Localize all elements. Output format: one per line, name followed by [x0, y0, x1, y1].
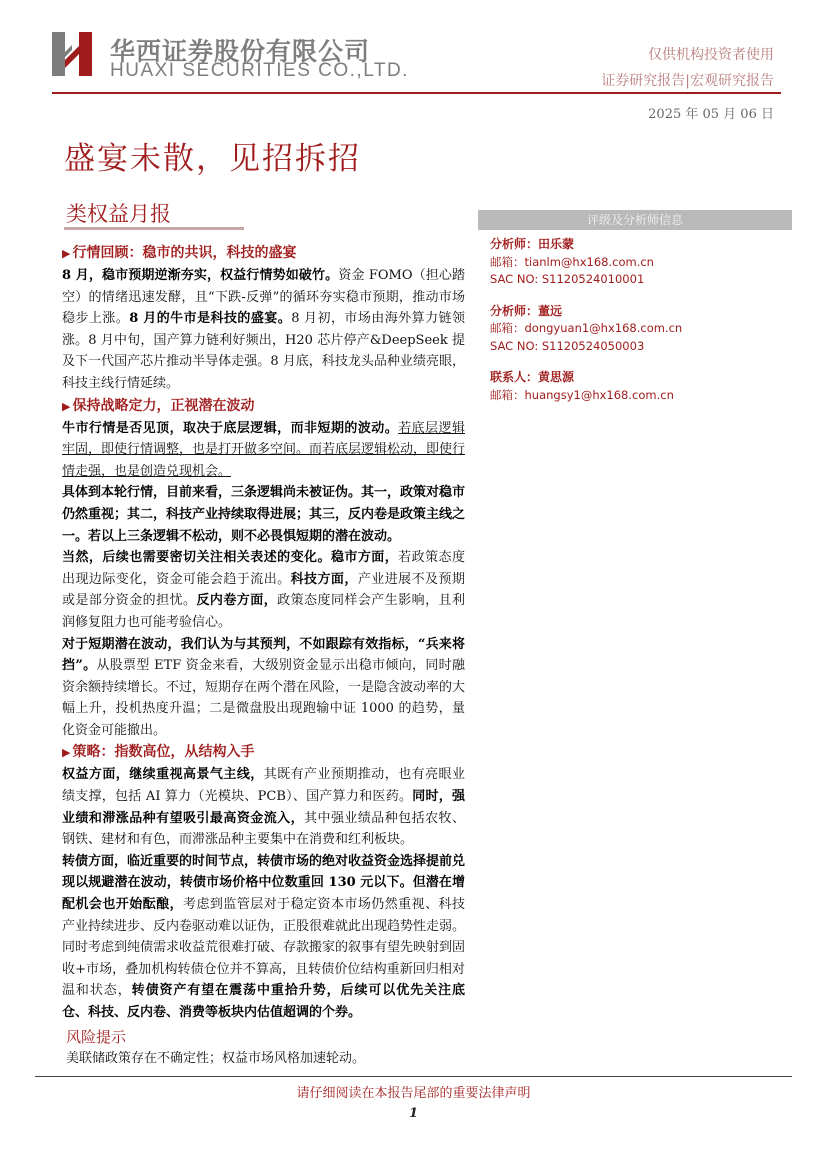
text-run: 权益方面，继续重视高景气主线，: [62, 767, 264, 783]
text-run: 若政策态度出现边际变化，资金可能会趋于流出。: [62, 550, 465, 587]
text-run: 同时，强业绩和滞涨品种有望吸引最高资金流入，: [62, 789, 465, 826]
text-run: 产业进展不及预期或是部分资金的担忧。: [62, 571, 465, 609]
paragraph: [62, 764, 465, 850]
analyst-entry: [490, 369, 790, 404]
section-heading-text: 策略：指数高位，从结构入手: [72, 744, 255, 761]
report-category: 证券研究报告|宏观研究报告: [601, 73, 774, 89]
text-run: 反内卷方面，: [196, 593, 278, 609]
triangle-bullet-icon: ▶: [62, 247, 71, 260]
analyst-role: 联系人：: [490, 370, 539, 384]
text-run: 其既有产业预期推动，也有亮眼业绩支撑，包括 AI 算力（光模块、PCB）、国产算力和医药。: [62, 767, 465, 805]
analyst-sac-number: SAC NO: S1120524010001: [490, 272, 645, 286]
section-heading-text: 保持战略定力，正视潜在波动: [72, 397, 255, 414]
analyst-sac-number: SAC NO: S1120524050003: [490, 338, 645, 353]
paragraph: [62, 418, 465, 483]
analyst-name-line: [490, 369, 790, 387]
analyst-email: 邮箱：tianlm@hx168.com.cn: [490, 254, 654, 269]
risk-heading: 风险提示: [66, 1027, 127, 1046]
text-run: 对于短期潜在波动，我们认为与其预判，不如跟踪有效指标，“兵来将挡”。: [62, 636, 465, 674]
report-body: [62, 242, 465, 1070]
analyst-name: 黄思源: [538, 370, 575, 384]
paragraph: [62, 851, 465, 1024]
text-run: 政策态度同样会产生影响，且利润修复阻力也可能考验信心。: [62, 593, 465, 630]
company-name-en: HUAXI SECURITIES CO.,LTD.: [110, 60, 409, 81]
footer-divider: [35, 1076, 792, 1077]
risk-text: 美联储政策存在不确定性；权益市场风格加速轮动。: [66, 1050, 366, 1066]
analyst-role: 分析师：: [490, 237, 539, 251]
analyst-email: 邮箱：huangsy1@hx168.com.cn: [490, 387, 674, 402]
section-heading: [62, 242, 465, 265]
report-title: 盛宴未散，见招拆招: [64, 141, 361, 177]
text-run: 科技方面，: [290, 571, 358, 587]
analyst-name: 董远: [538, 303, 563, 318]
analyst-email: 邮箱：dongyuan1@hx168.com.cn: [490, 321, 683, 335]
triangle-bullet-icon: ▶: [62, 399, 71, 413]
huaxi-logo-icon: [52, 30, 96, 78]
page-number: 1: [408, 1106, 419, 1121]
text-run: 从股票型 ETF 资金来看，大级别资金显示出稳市倾向，同时融资余额持续增长。不过，短期存在两个潜在风险，一是隐含波动率的大幅上升，投机热度升温；二是微盘股出现跑输中证 1000 的趋势，量化资金可能撤出。: [62, 658, 466, 738]
company-name-cn: 华西证券股份有限公司: [110, 37, 371, 66]
analyst-name-line: [490, 303, 790, 321]
section-heading: [62, 395, 465, 418]
text-run: 8 月的牛市是科技的盛宴。: [129, 311, 292, 327]
paragraph: [62, 634, 465, 742]
text-run: 8 月初，市场由海外算力链领涨。8 月中旬，国产算力链利好频出，H20 芯片停产&DeepSeek 提及下一代国产芯片推动半导体走强。8 月底，科技龙头品种业绩亮眼，科技主线行情延续。: [62, 311, 465, 391]
header-divider: [52, 92, 781, 94]
text-run: 当然，后续也需要密切关注相关表述的变化。: [62, 550, 331, 566]
text-run: 稳市方面，: [330, 550, 399, 566]
report-date: 2025 年 05 月 06 日: [648, 107, 774, 122]
text-run: 牛市行情是否见顶，取决于底层逻辑，而非短期的波动。: [62, 420, 399, 436]
analyst-role: 分析师：: [490, 303, 539, 318]
analyst-box-title: 评级及分析师信息: [478, 210, 792, 230]
analyst-name: 田乐蒙: [538, 237, 575, 251]
section-heading: [62, 741, 465, 764]
analyst-list: [490, 236, 790, 418]
subtitle-underline: [64, 227, 244, 230]
analyst-name-line: [490, 236, 790, 254]
text-run: 资金 FOMO（担心踏空）的情绪迅速发酵，且“下跌-反弹”的循环夯实稳市预期，推动市场稳步上涨。: [62, 268, 466, 327]
text-run: 具体到本轮行情，目前来看，三条逻辑尚未被证伪。其一，政策对稳市仍然重视；其二，科技产业持续取得进展；其三，反内卷是政策主线之一。若以上三条逻辑不松动，则不必畏惧短期的潜在波动。: [62, 485, 466, 544]
text-run: 其中强业绩品种包括农牧、钢铁、建材和有色，而滞涨品种主要集中在消费和红利板块。: [62, 810, 465, 848]
text-run: 转债方面，临近重要的时间节点，转债市场的绝对收益资金选择提前兑现以规避潜在波动，转债市场价格中位数重回 130 元以下。但潜在增配机会也开始酝酿，: [62, 853, 466, 913]
paragraph: [62, 265, 465, 395]
text-run: 若底层逻辑牢固，即使行情调整，也是打开做多空间。而若底层逻辑松动，即使行情走强，也是创造兑现机会。: [62, 420, 466, 479]
legal-disclaimer: 请仔细阅读在本报告尾部的重要法律声明: [296, 1086, 531, 1101]
section-heading-text: 行情回顾：稳市的共识，科技的盛宴: [72, 245, 297, 261]
audience-note: 仅供机构投资者使用: [648, 47, 774, 63]
analyst-entry: [490, 236, 790, 289]
text-run: 考虑到监管层对于稳定资本市场仍然重视、科技产业持续进步、反内卷驱动难以证伪，正股很难就此出现趋势性走弱。同时考虑到纯债需求收益荒很难打破、存款搬家的叙事有望先映射到固收+市场，叠加机构转债仓位并不算高，且转债价位结构重新回归相对温和状态，: [62, 897, 466, 999]
text-run: 8 月，稳市预期逆渐夯实，权益行情势如破竹。: [62, 268, 339, 283]
paragraph: [62, 547, 465, 633]
analyst-entry: [490, 303, 790, 356]
triangle-bullet-icon: ▶: [62, 746, 71, 760]
sections-container: [62, 242, 465, 1024]
report-subtitle: 类权益月报: [66, 202, 171, 226]
paragraph: [62, 482, 465, 547]
text-run: 转债资产有望在震荡中重拾升势，后续可以优先关注底仓、科技、反内卷、消费等板块内估值超调的个券。: [62, 983, 465, 1020]
